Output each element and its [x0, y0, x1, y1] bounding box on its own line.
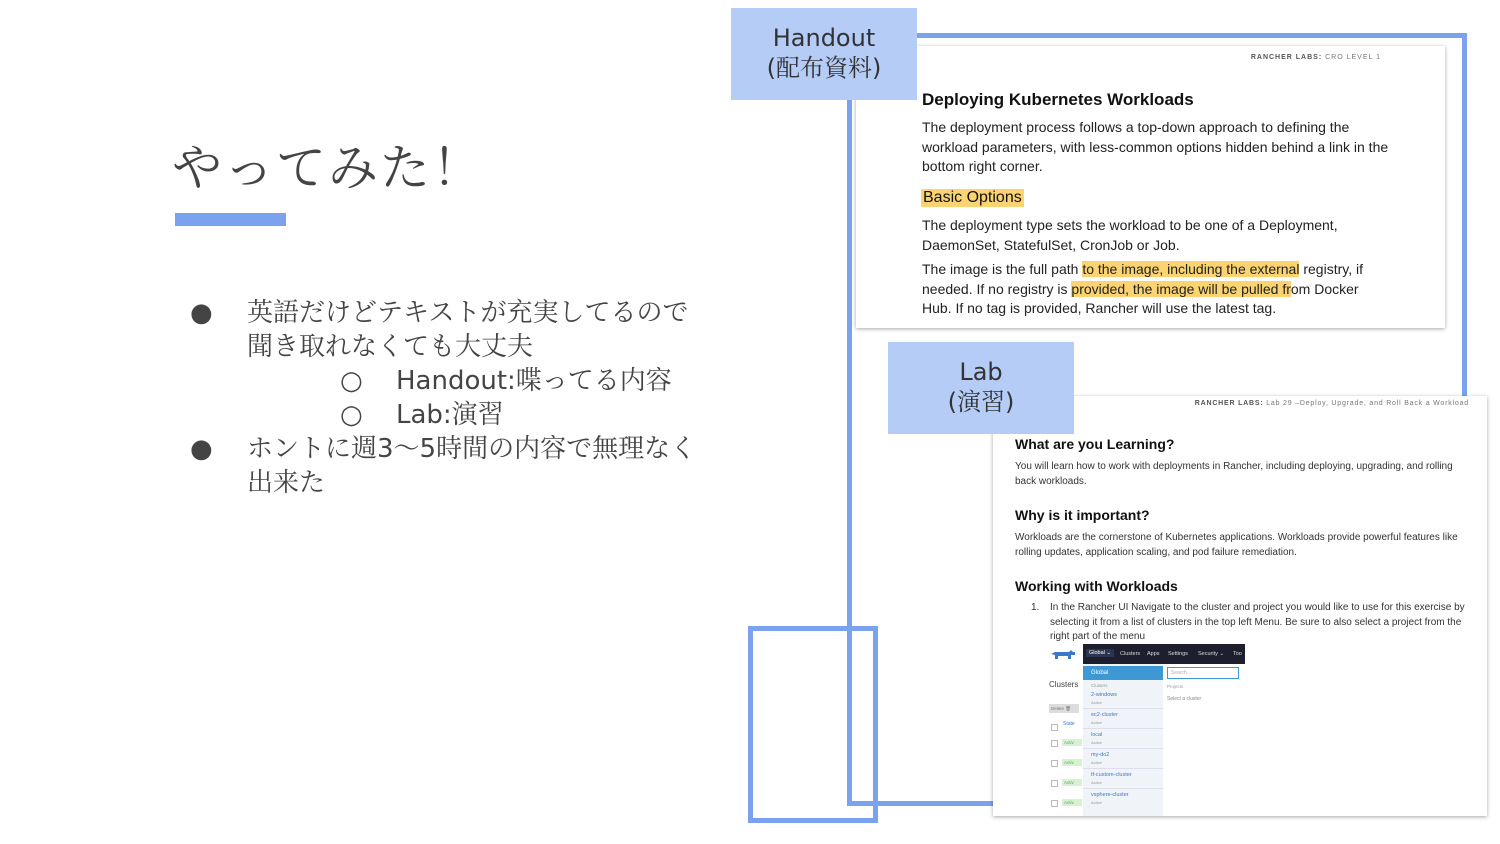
status-badge: Activ: [1062, 779, 1082, 786]
cluster-item[interactable]: tf-custom-cluster: [1091, 772, 1132, 778]
cluster-item[interactable]: 2-windows: [1091, 692, 1117, 698]
nav-apps[interactable]: Apps: [1147, 651, 1160, 657]
sub-bullet-item: [190, 398, 710, 432]
lab-page: [993, 396, 1487, 816]
handout-header: RANCHER LABS: CRO LEVEL 1: [1250, 54, 1381, 61]
sub-bullet-marker: ○: [340, 400, 363, 430]
lab-step: [1031, 601, 1471, 645]
lab-paragraph: You will learn how to work with deployments in Rancher, including deploying, upgrading, and rolling back workloads.: [1015, 461, 1453, 487]
title-underline: [175, 213, 286, 226]
lab-tag: [888, 342, 1074, 434]
sub-bullet-marker: ○: [340, 366, 363, 396]
cluster-item[interactable]: local: [1091, 732, 1103, 738]
divider: [1083, 728, 1163, 729]
handout-subheading: Basic Options: [923, 189, 1022, 206]
cluster-state: Active: [1091, 780, 1102, 785]
bullet-item: [190, 296, 710, 364]
delete-button[interactable]: Delete 🗑: [1049, 704, 1079, 713]
status-badge: Activ: [1062, 759, 1082, 766]
bullet-item: [190, 432, 710, 500]
handout-tag-sublabel: (配布資料): [766, 54, 882, 82]
handout-tag: [731, 8, 917, 100]
bullet-text: 英語だけどテキストが充実してるので聞き取れなくても大丈夫: [247, 298, 689, 362]
lab-heading: Working with Workloads: [1015, 578, 1178, 594]
nav-global[interactable]: Global ⌄: [1086, 649, 1114, 657]
bullet-list: [190, 296, 710, 500]
cluster-state: Active: [1091, 700, 1102, 705]
nav-clusters[interactable]: Clusters: [1120, 651, 1141, 657]
lab-tag-sublabel: (演習): [947, 388, 1015, 416]
row-checkbox[interactable]: [1051, 800, 1058, 807]
select-all-checkbox[interactable]: [1051, 724, 1058, 731]
handout-paragraph: The image is the full path to the image, including the external registry, if needed. If no registry is provided, the image will be pulled from Docker Hub. If no tag is provided, Rancher will use the latest tag.: [922, 261, 1363, 316]
divider: [1083, 748, 1163, 749]
divider: [1083, 768, 1163, 769]
lab-paragraph: Workloads are the cornerstone of Kubernetes applications. Workloads provide powerful features like rolling updates, application scaling, and pod failure remediation.: [1015, 532, 1458, 558]
projects-panel: [1163, 664, 1245, 816]
sub-bullet-text: Handout:喋ってる内容: [396, 366, 672, 396]
bullet-text: ホントに週3〜5時間の内容で無理なく出来た: [247, 434, 697, 498]
state-column-header: State: [1063, 721, 1075, 727]
nav-settings[interactable]: Settings: [1168, 651, 1188, 657]
cluster-item[interactable]: ec2-cluster: [1091, 712, 1118, 718]
handout-heading: Deploying Kubernetes Workloads: [922, 90, 1194, 109]
step-text: In the Rancher UI Navigate to the cluster and project you would like to use for this exercise by selecting it from a list of clusters in the top left Menu. Be sure to also select a project from the right part of the menu: [1050, 602, 1465, 642]
cluster-dropdown: [1083, 664, 1164, 816]
handout-paragraph: The deployment process follows a top-down approach to defining the workload parameters, with less-common options hidden behind a link in the bottom right corner.: [922, 119, 1389, 174]
divider: [1083, 708, 1163, 709]
clusters-label: Clusters: [1091, 683, 1108, 688]
sub-bullet-text: Lab:演習: [396, 400, 504, 430]
cluster-state: Active: [1091, 760, 1102, 765]
row-checkbox[interactable]: [1051, 780, 1058, 787]
lab-heading: Why is it important?: [1015, 507, 1150, 523]
bullet-marker: ●: [190, 434, 213, 464]
step-number: 1.: [1031, 602, 1040, 613]
cluster-item[interactable]: vsphere-cluster: [1091, 792, 1129, 798]
cluster-state: Active: [1091, 720, 1102, 725]
row-checkbox[interactable]: [1051, 760, 1058, 767]
projects-label: Projects: [1167, 684, 1184, 689]
top-nav: [1083, 644, 1245, 664]
lab-header: RANCHER LABS: Lab 29 –Deploy, Upgrade, and Roll Back a Workload: [1194, 400, 1469, 407]
select-cluster-hint: Select a cluster: [1167, 696, 1202, 702]
status-badge: Activ: [1062, 799, 1082, 806]
sub-bullet-item: [190, 364, 710, 398]
row-checkbox[interactable]: [1051, 740, 1058, 747]
highlighted-text: to the image, including the external: [1082, 261, 1300, 277]
rancher-ui-screenshot: [1045, 644, 1245, 816]
search-input[interactable]: Search...: [1167, 667, 1239, 679]
divider: [1083, 788, 1163, 789]
handout-page: [856, 46, 1445, 328]
lab-heading: What are you Learning?: [1015, 436, 1175, 452]
nav-tools[interactable]: Too: [1233, 651, 1242, 657]
handout-paragraph: The deployment type sets the workload to be one of a Deployment, DaemonSet, StatefulSet, CronJob or Job.: [922, 217, 1338, 253]
cluster-state: Active: [1091, 800, 1102, 805]
lab-tag-label: Lab: [959, 358, 1003, 386]
cluster-state: Active: [1091, 740, 1102, 745]
decorative-frame-small: [748, 626, 878, 823]
nav-security[interactable]: Security ⌄: [1198, 651, 1225, 657]
slide-title: やってみた！: [172, 139, 484, 197]
cluster-item[interactable]: my-do2: [1091, 752, 1110, 758]
rancher-logo-icon: [1049, 650, 1077, 660]
dropdown-global-item[interactable]: Global: [1083, 666, 1163, 680]
handout-tag-label: Handout: [772, 24, 876, 52]
highlighted-text: provided, the image will be pulled fr: [1071, 280, 1291, 297]
clusters-heading: Clusters: [1049, 680, 1079, 689]
bullet-marker: ●: [190, 298, 213, 328]
status-badge: Activ: [1062, 739, 1082, 746]
